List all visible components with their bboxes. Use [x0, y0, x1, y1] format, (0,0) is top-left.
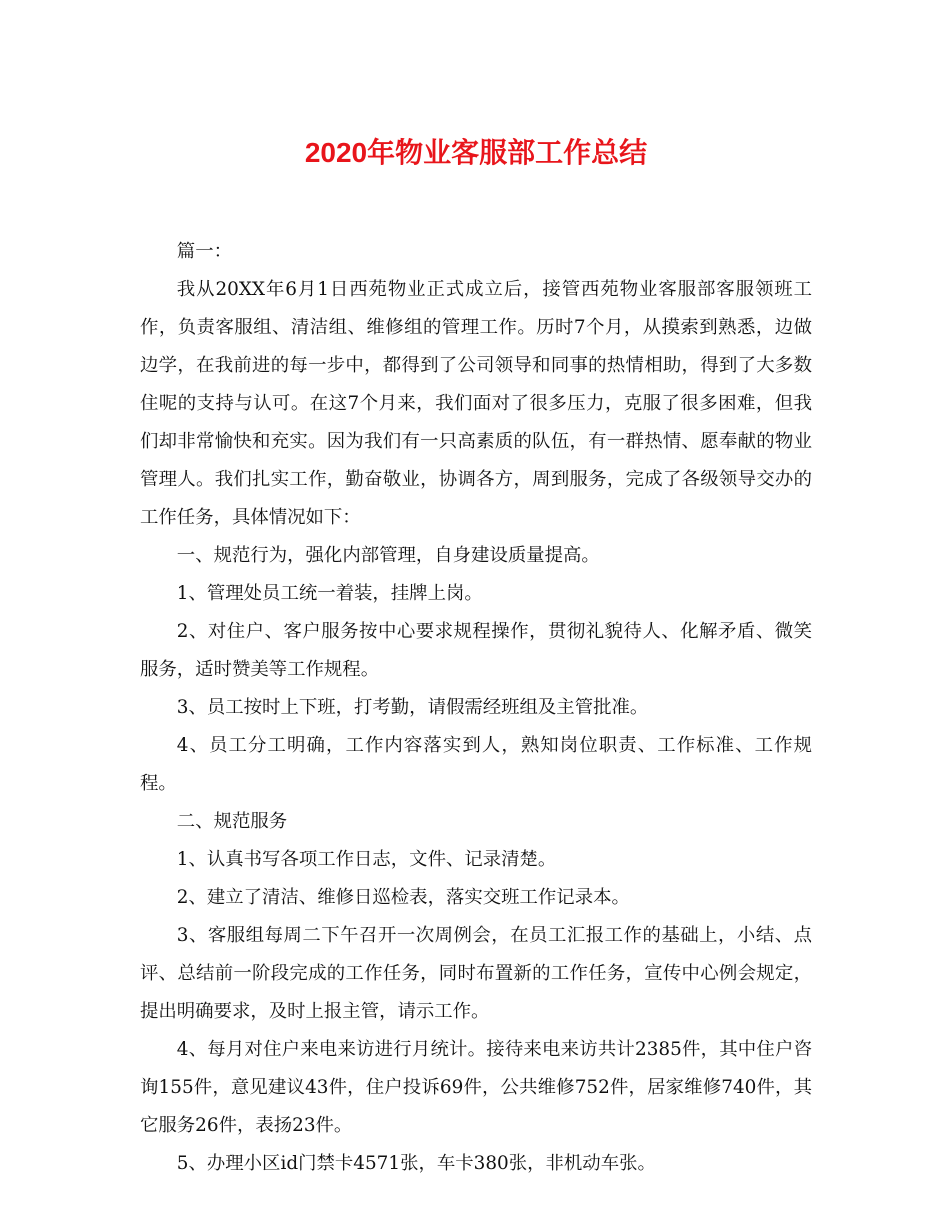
list-item: 2、建立了清洁、维修日巡检表，落实交班工作记录本。: [176, 887, 630, 908]
document-body: [140, 233, 812, 1183]
section-label: 篇一：: [176, 241, 232, 262]
list-item: 3、员工按时上下班，打考勤，请假需经班组及主管批准。: [176, 697, 649, 718]
document-title: 2020年物业客服部工作总结: [304, 137, 648, 168]
list-item: 4、员工分工明确，工作内容落实到人，熟知岗位职责、工作标准、工作规程。: [140, 735, 812, 794]
list-item: 4、每月对住户来电来访进行月统计。接待来电来访共计2385件，其中住户咨询155件，意见建议43件，住户投诉69件，公共维修752件，居家维修740件，其它服务26件，表扬23件。: [140, 1039, 812, 1136]
section-heading-2: 二、规范服务: [176, 811, 288, 832]
list-item: 3、客服组每周二下午召开一次周例会，在员工汇报工作的基础上，小结、点评、总结前一阶段完成的工作任务，同时布置新的工作任务，宣传中心例会规定，提出明确要求，及时上报主管，请示工作。: [140, 925, 812, 1022]
list-item: 2、对住户、客户服务按中心要求规程操作，贯彻礼貌待人、化解矛盾、微笑服务，适时赞美等工作规程。: [140, 621, 812, 680]
intro-paragraph: 我从20XX年6月1日西苑物业正式成立后，接管西苑物业客服部客服领班工作，负责客服组、清洁组、维修组的管理工作。历时7个月，从摸索到熟悉，边做边学，在我前进的每一步中，都得到了公司领导和同事的热情相助，得到了大多数住呢的支持与认可。在这7个月来，我们面对了很多压力，克服了很多困难，但我们却非常愉快和充实。因为我们有一只高素质的队伍，有一群热情、愿奉献的物业管理人。我们扎实工作，勤奋敬业，协调各方，周到服务，完成了各级领导交办的工作任务，具体情况如下：: [140, 279, 812, 528]
list-item: 1、管理处员工统一着装，挂牌上岗。: [176, 583, 483, 604]
list-item: 5、办理小区id门禁卡4571张，车卡380张，非机动车张。: [176, 1153, 656, 1174]
section-heading-1: 一、规范行为，强化内部管理，自身建设质量提高。: [176, 545, 600, 566]
list-item: 1、认真书写各项工作日志，文件、记录清楚。: [176, 849, 557, 870]
